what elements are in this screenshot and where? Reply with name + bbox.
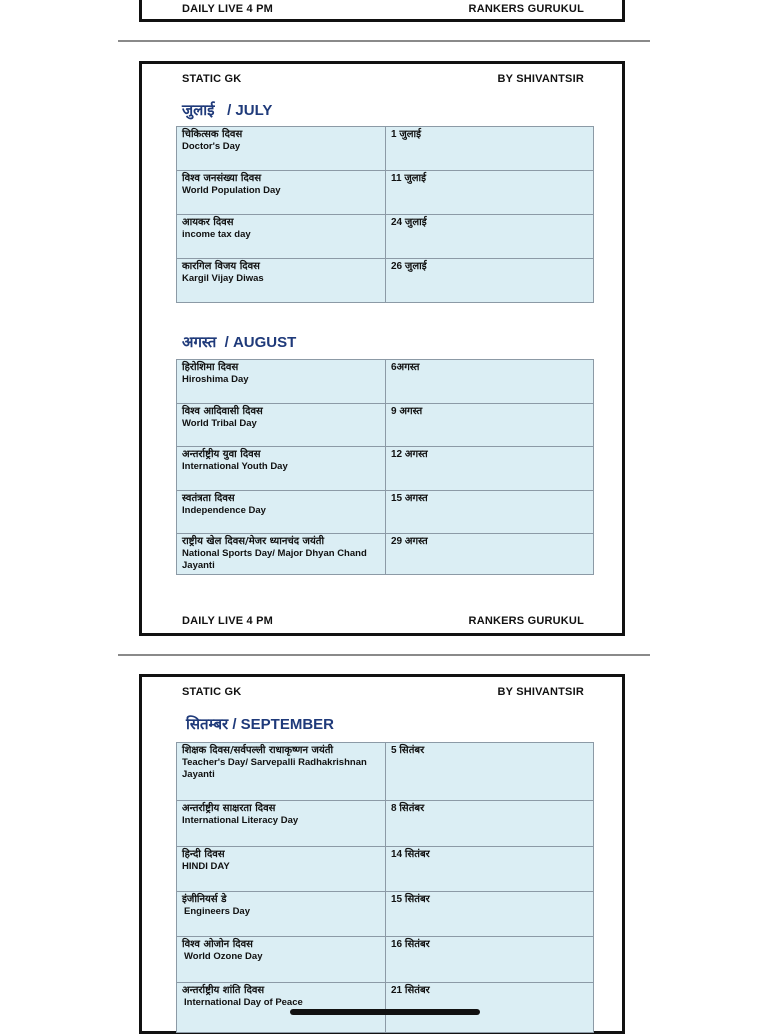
header-right: BY SHIVANTSIR xyxy=(497,73,584,85)
august-days-table xyxy=(176,359,594,575)
table-row xyxy=(177,360,594,404)
table-row xyxy=(177,491,594,534)
table-row xyxy=(177,215,594,259)
day-name-hindi: आयकर दिवस xyxy=(182,217,234,228)
day-name-english: Kargil Vijay Diwas xyxy=(182,273,264,284)
page-july-august xyxy=(139,61,625,636)
table-row xyxy=(177,847,594,892)
page-header xyxy=(182,73,584,85)
day-name-cell xyxy=(177,360,386,404)
header-left: STATIC GK xyxy=(182,73,242,85)
page-footer xyxy=(182,3,584,15)
day-name-cell xyxy=(177,983,386,1033)
day-name-hindi: चिकित्सक दिवस xyxy=(182,129,243,140)
page-header xyxy=(182,686,584,698)
day-name-english: International Youth Day xyxy=(182,461,288,472)
day-name-hindi: हिरोशिमा दिवस xyxy=(182,362,239,373)
day-name-hindi: विश्व जनसंख्या दिवस xyxy=(182,173,262,184)
header-right: BY SHIVANTSIR xyxy=(497,686,584,698)
day-name-cell xyxy=(177,937,386,983)
day-name-english: International Literacy Day xyxy=(182,815,299,826)
table-row xyxy=(177,259,594,303)
day-name-english: income tax day xyxy=(182,229,251,240)
day-name-english: International Day of Peace xyxy=(184,997,303,1008)
day-name-hindi: हिन्दी दिवस xyxy=(182,849,225,860)
table-row xyxy=(177,801,594,847)
table-row xyxy=(177,534,594,575)
table-row xyxy=(177,937,594,983)
day-name-cell xyxy=(177,127,386,171)
day-name-hindi: राष्ट्रीय खेल दिवस/मेजर ध्यानचंद जयंती xyxy=(182,536,325,547)
day-name-cell xyxy=(177,534,386,575)
day-name-english: National Sports Day/ Major Dhyan Chand Jayanti xyxy=(182,548,367,571)
day-name-hindi: कारगिल विजय दिवस xyxy=(182,261,260,272)
day-name-cell xyxy=(177,847,386,892)
table-row xyxy=(177,892,594,937)
day-name-english: Hiroshima Day xyxy=(182,374,249,385)
date-cell: 11 जुलाई xyxy=(386,171,594,215)
date-cell: 21 सितंबर xyxy=(386,983,594,1033)
day-name-hindi: अन्तर्राष्ट्रीय शांति दिवस xyxy=(182,985,265,996)
date-cell: 9 अगस्त xyxy=(386,404,594,447)
date-cell: 1 जुलाई xyxy=(386,127,594,171)
date-cell: 29 अगस्त xyxy=(386,534,594,575)
july-days-table xyxy=(176,126,594,303)
page-footer xyxy=(182,615,584,627)
page-separator xyxy=(118,40,650,42)
day-name-english: Doctor's Day xyxy=(182,141,241,152)
month-title-english: / SEPTEMBER xyxy=(232,716,335,733)
table-row xyxy=(177,983,594,1033)
table-row xyxy=(177,743,594,801)
day-name-english: World Ozone Day xyxy=(184,951,263,962)
day-name-english: World Tribal Day xyxy=(182,418,257,429)
day-name-cell xyxy=(177,259,386,303)
date-cell: 26 जुलाई xyxy=(386,259,594,303)
day-name-hindi: विश्व आदिवासी दिवस xyxy=(182,406,263,417)
header-left: STATIC GK xyxy=(182,686,242,698)
month-title-hindi: सितम्बर xyxy=(186,716,229,733)
day-name-cell xyxy=(177,215,386,259)
day-name-english: Engineers Day xyxy=(184,906,250,917)
month-title-september xyxy=(186,714,334,734)
table-row xyxy=(177,171,594,215)
day-name-english: Teacher's Day/ Sarvepalli Radhakrishnan Jayanti xyxy=(182,757,367,780)
day-name-hindi: स्वतंत्रता दिवस xyxy=(182,493,235,504)
date-cell: 8 सितंबर xyxy=(386,801,594,847)
day-name-hindi: इंजीनियर्स डे xyxy=(182,894,227,905)
september-days-table xyxy=(176,742,594,1033)
month-title-hindi: अगस्त xyxy=(182,334,217,351)
day-name-english: Independence Day xyxy=(182,505,266,516)
month-title-hindi: जुलाई xyxy=(182,102,215,119)
month-title-august xyxy=(182,332,296,352)
date-cell: 14 सितंबर xyxy=(386,847,594,892)
day-name-english: World Population Day xyxy=(182,185,281,196)
month-title-july xyxy=(182,100,272,120)
day-name-cell xyxy=(177,491,386,534)
date-cell: 15 अगस्त xyxy=(386,491,594,534)
day-name-cell xyxy=(177,404,386,447)
date-cell: 5 सितंबर xyxy=(386,743,594,801)
footer-left: DAILY LIVE 4 PM xyxy=(182,615,274,627)
date-cell: 24 जुलाई xyxy=(386,215,594,259)
previous-page-fragment xyxy=(139,0,625,22)
day-name-hindi: शिक्षक दिवस/सर्वपल्ली राधाकृष्णन जयंती xyxy=(182,745,334,756)
table-row xyxy=(177,404,594,447)
month-title-english: / JULY xyxy=(227,102,273,119)
footer-left: DAILY LIVE 4 PM xyxy=(182,3,274,15)
date-cell: 12 अगस्त xyxy=(386,447,594,491)
day-name-cell xyxy=(177,892,386,937)
page-separator xyxy=(118,654,650,656)
day-name-cell xyxy=(177,743,386,801)
day-name-cell xyxy=(177,171,386,215)
footer-right: RANKERS GURUKUL xyxy=(468,3,584,15)
table-row xyxy=(177,447,594,491)
day-name-hindi: विश्व ओजोन दिवस xyxy=(182,939,253,950)
day-name-cell xyxy=(177,801,386,847)
day-name-hindi: अन्तर्राष्ट्रीय युवा दिवस xyxy=(182,449,261,460)
table-row xyxy=(177,127,594,171)
date-cell: 15 सितंबर xyxy=(386,892,594,937)
day-name-english: HINDI DAY xyxy=(182,861,230,872)
page-september xyxy=(139,674,625,1034)
day-name-cell xyxy=(177,447,386,491)
month-title-english: / AUGUST xyxy=(224,334,297,351)
date-cell: 16 सितंबर xyxy=(386,937,594,983)
footer-right: RANKERS GURUKUL xyxy=(468,615,584,627)
home-indicator-bar[interactable] xyxy=(290,1009,480,1015)
date-cell: 6अगस्त xyxy=(386,360,594,404)
day-name-hindi: अन्तर्राष्ट्रीय साक्षरता दिवस xyxy=(182,803,276,814)
